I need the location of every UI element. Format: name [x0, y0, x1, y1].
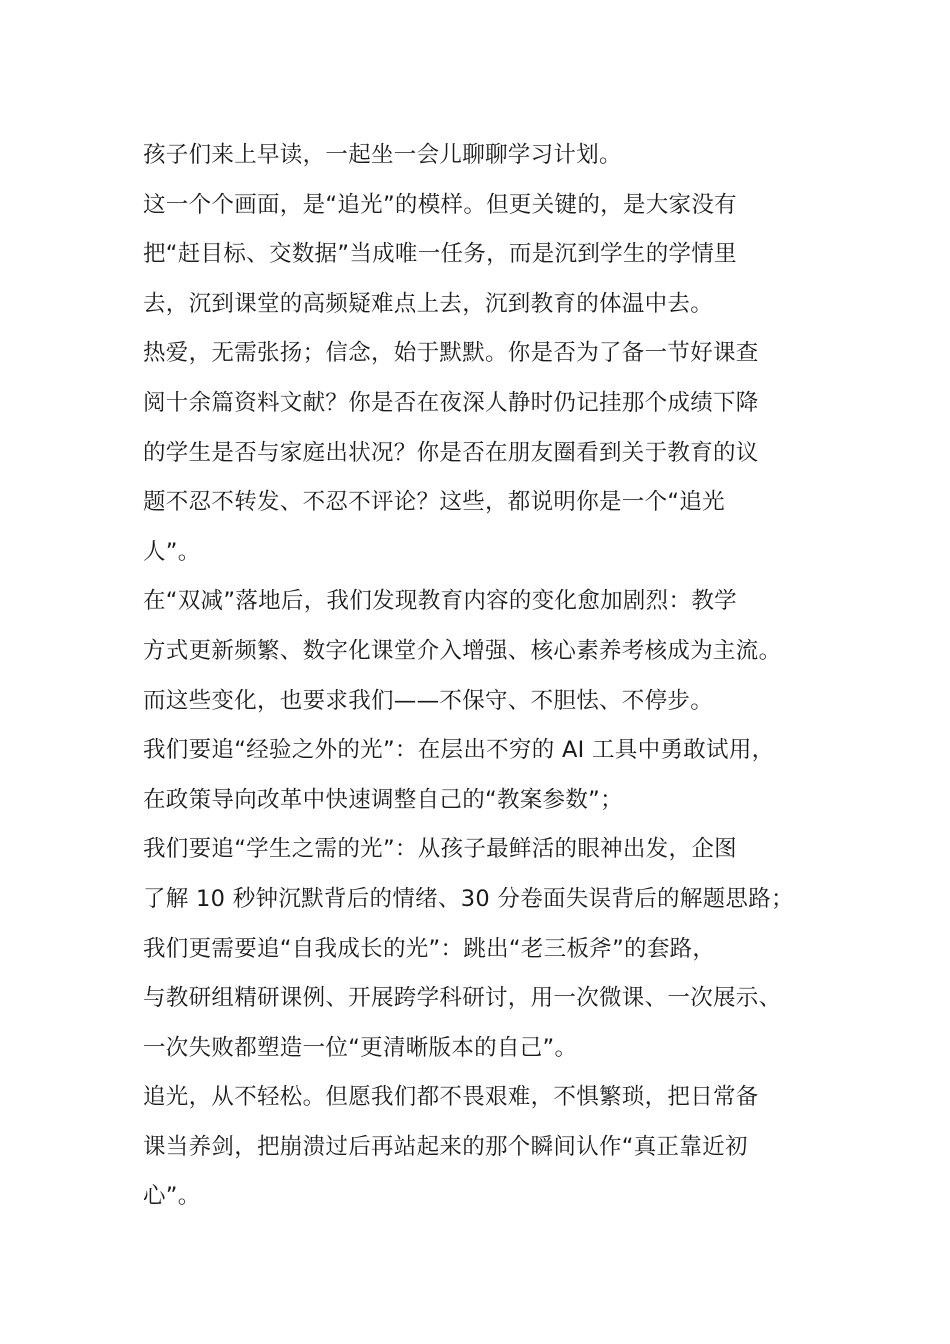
text-line: 把“赶目标、交数据”当成唯一任务，而是沉到学生的学情里 [143, 241, 737, 268]
text-line: 的学生是否与家庭出状况？你是否在朋友圈看到关于教育的议 [143, 439, 759, 466]
text-line: 孩子们来上早读，一起坐一会儿聊聊学习计划。 [143, 142, 622, 168]
text-line: 心”。 [143, 1183, 201, 1210]
text-line: 去，沉到课堂的高频疑难点上去，沉到教育的体温中去。 [143, 290, 714, 317]
text-line: 了解 10 秒钟沉默背后的情绪、30 分卷面失误背后的解题思路； [143, 885, 794, 912]
body-text [143, 131, 843, 1222]
text-line: 阅十余篇资料文献？你是否在夜深人静时仍记挂那个成绩下降 [143, 389, 759, 416]
text-line: 人”。 [143, 538, 201, 565]
text-line: 追光，从不轻松。但愿我们都不畏艰难，不惧繁琐，把日常备 [143, 1084, 759, 1111]
text-line: 在“双减”落地后，我们发现教育内容的变化愈加剧烈：教学 [143, 588, 737, 615]
text-line: 与教研组精研课例、开展跨学科研讨，用一次微课、一次展示、 [143, 985, 782, 1012]
text-line: 热爱，无需张扬；信念，始于默默。你是否为了备一节好课查 [143, 340, 759, 367]
text-line: 在政策导向改革中快速调整自己的“教案参数”； [143, 786, 623, 813]
text-line: 课当养剑，把崩溃过后再站起来的那个瞬间认作“真正靠近初 [143, 1133, 748, 1160]
text-line: 这一个个画面，是“追光”的模样。但更关键的，是大家没有 [143, 191, 737, 218]
text-line: 方式更新频繁、数字化课堂介入增强、核心素养考核成为主流。 [143, 637, 782, 664]
text-line: 我们要追“经验之外的光”：在层出不穷的 AI 工具中勇敢试用， [143, 737, 775, 764]
text-line: 我们要追“学生之需的光”：从孩子最鲜活的眼神出发，企图 [143, 836, 737, 863]
text-line: 一次失败都塑造一位“更清晰版本的自己”。 [143, 1034, 578, 1061]
text-line: 而这些变化，也要求我们——不保守、不胆怯、不停步。 [143, 687, 714, 714]
text-line: 我们更需要追“自我成长的光”：跳出“老三板斧”的套路， [143, 935, 716, 962]
text-line: 题不忍不转发、不忍不评论？这些，都说明你是一个“追光 [143, 489, 725, 516]
